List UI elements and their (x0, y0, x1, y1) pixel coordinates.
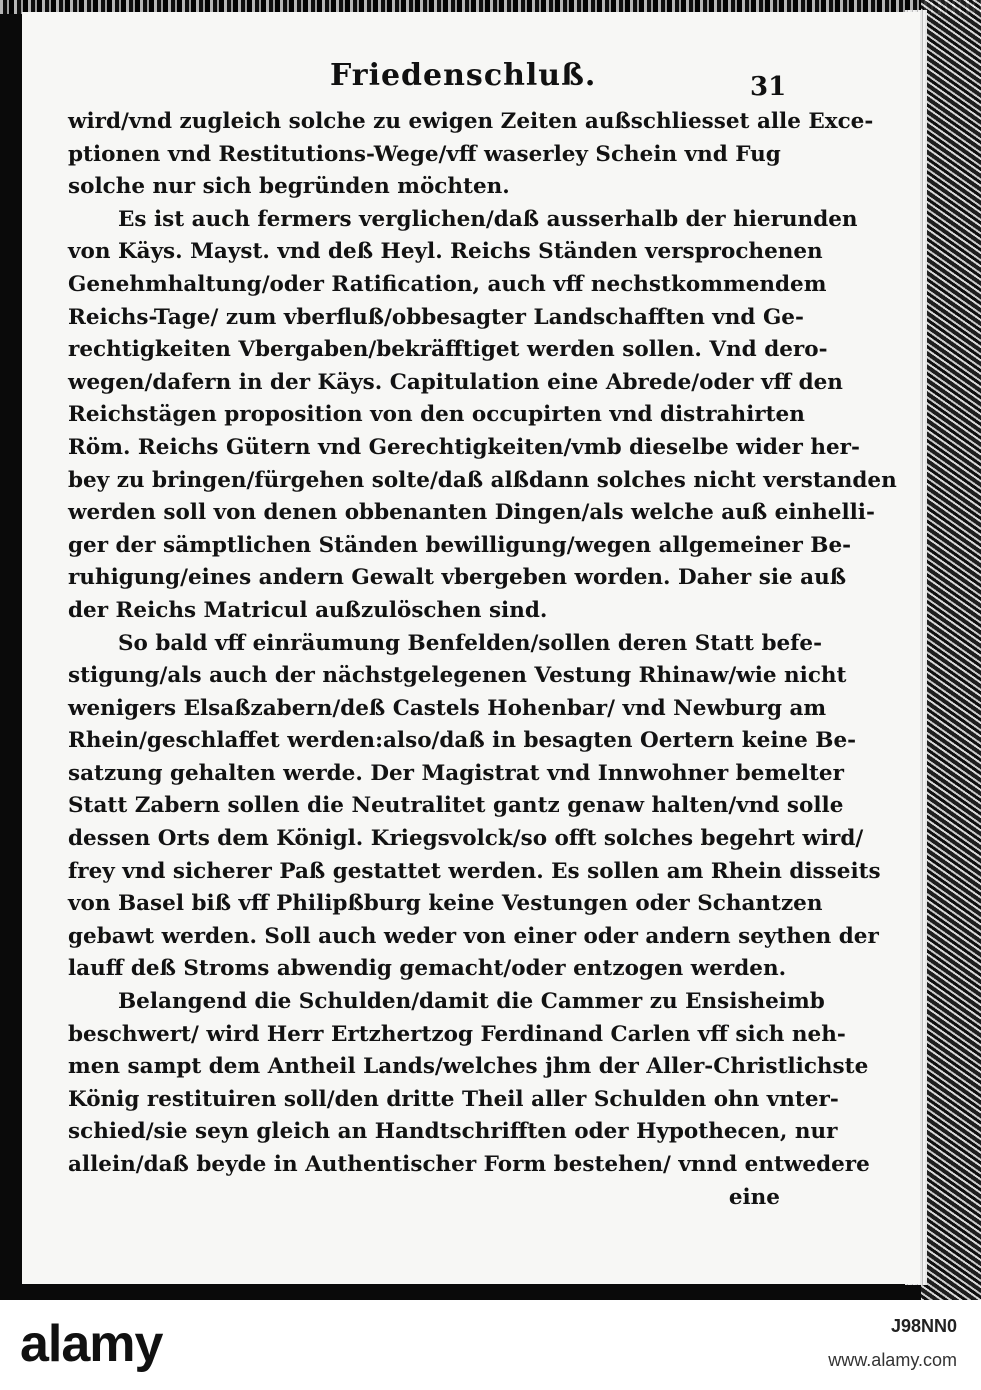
text-line: Reichs-Tage/ zum vberfluß/obbesagter Landschafften vnd Ge- (68, 304, 804, 330)
watermark-footer (0, 1300, 981, 1390)
text-line: wegen/dafern in der Käys. Capitulation eine Abrede/oder vff den (68, 369, 843, 395)
text-line: werden soll von denen obbenanten Dingen/als welche auß einhelli- (68, 500, 875, 526)
text-line: bey zu bringen/fürgehen solte/daß alßdann solches nicht verstanden (68, 467, 897, 493)
text-line: wenigers Elsaßzabern/deß Castels Hohenbar/ vnd Newburg am (68, 695, 827, 721)
site-url: www.alamy.com (828, 1350, 957, 1370)
text-line: So bald vff einräumung Benfelden/sollen deren Statt befe- (118, 630, 823, 656)
text-line: ger der sämptlichen Ständen bewilligung/wegen allgemeiner Be- (68, 532, 852, 558)
running-header: Friedenschluß. (330, 58, 597, 93)
text-line: schied/sie seyn gleich an Handtschrifften oder Hypothecen, nur (68, 1119, 838, 1145)
text-line: König restituiren soll/den dritte Theil aller Schulden ohn vnter- (68, 1086, 839, 1112)
text-line: der Reichs Matricul außzulöschen sind. (68, 597, 548, 623)
image-id: J98NN0 (890, 1316, 957, 1336)
catchword: eine (728, 1184, 780, 1210)
text-line: Statt Zabern sollen die Neutralitet gantz genaw halten/vnd solle (68, 793, 844, 819)
text-line: gebawt werden. Soll auch weder von einer oder andern seythen der (68, 923, 879, 949)
text-line: ptionen vnd Restitutions-Wege/vff waserley Schein vnd Fug (68, 141, 781, 167)
text-line: von Käys. Mayst. vnd deß Heyl. Reichs Ständen versprochenen (68, 239, 823, 265)
text-line: Röm. Reichs Gütern vnd Gerechtigkeiten/vmb dieselbe wider her- (68, 434, 860, 460)
text-line: Es ist auch fermers verglichen/daß ausserhalb der hierunden (118, 206, 858, 232)
text-line: dessen Orts dem Königl. Kriegsvolck/so offt solches begehrt wird/ (68, 826, 864, 852)
marbled-edge-right (921, 0, 981, 1300)
text-line: frey vnd sicherer Paß gestattet werden. Es sollen am Rhein disseits (68, 858, 881, 884)
text-line: solche nur sich begründen möchten. (68, 174, 510, 200)
text-line: von Basel biß vff Philipßburg keine Vestungen oder Schantzen (68, 891, 823, 917)
text-line: rechtigkeiten Vbergaben/bekräfftiget werden sollen. Vnd dero- (68, 337, 828, 363)
text-line: Belangend die Schulden/damit die Cammer zu Ensisheimb (118, 989, 825, 1015)
text-line: stigung/als auch der nächstgelegenen Vestung Rhinaw/wie nicht (68, 663, 847, 689)
alamy-logo: alamy (20, 1315, 163, 1373)
text-line: Rhein/geschlaffet werden:also/daß in besagten Oertern keine Be- (68, 728, 857, 754)
text-line: beschwert/ wird Herr Ertzhertzog Ferdinand Carlen vff sich neh- (68, 1021, 846, 1047)
page-body (68, 106, 897, 1214)
text-line: ruhigung/eines andern Gewalt vbergeben worden. Daher sie auß (68, 565, 847, 591)
text-line: wird/vnd zugleich solche zu ewigen Zeiten außschliesset alle Exce- (68, 109, 874, 134)
text-line: Reichstägen proposition von den occupirten vnd distrahirten (68, 402, 805, 428)
text-line: satzung gehalten werde. Der Magistrat vnd Innwohner bemelter (68, 760, 844, 786)
text-line: allein/daß beyde in Authentischer Form bestehen/ vnnd entwedere (68, 1152, 870, 1177)
page-number: 31 (750, 72, 787, 102)
text-line: Genehmhaltung/oder Ratification, auch vff nechstkommendem (68, 271, 827, 297)
text-line: men sampt dem Antheil Lands/welches jhm der Aller-Christlichste (68, 1054, 869, 1080)
text-line: lauff deß Stroms abwendig gemacht/oder entzogen werden. (68, 956, 787, 982)
